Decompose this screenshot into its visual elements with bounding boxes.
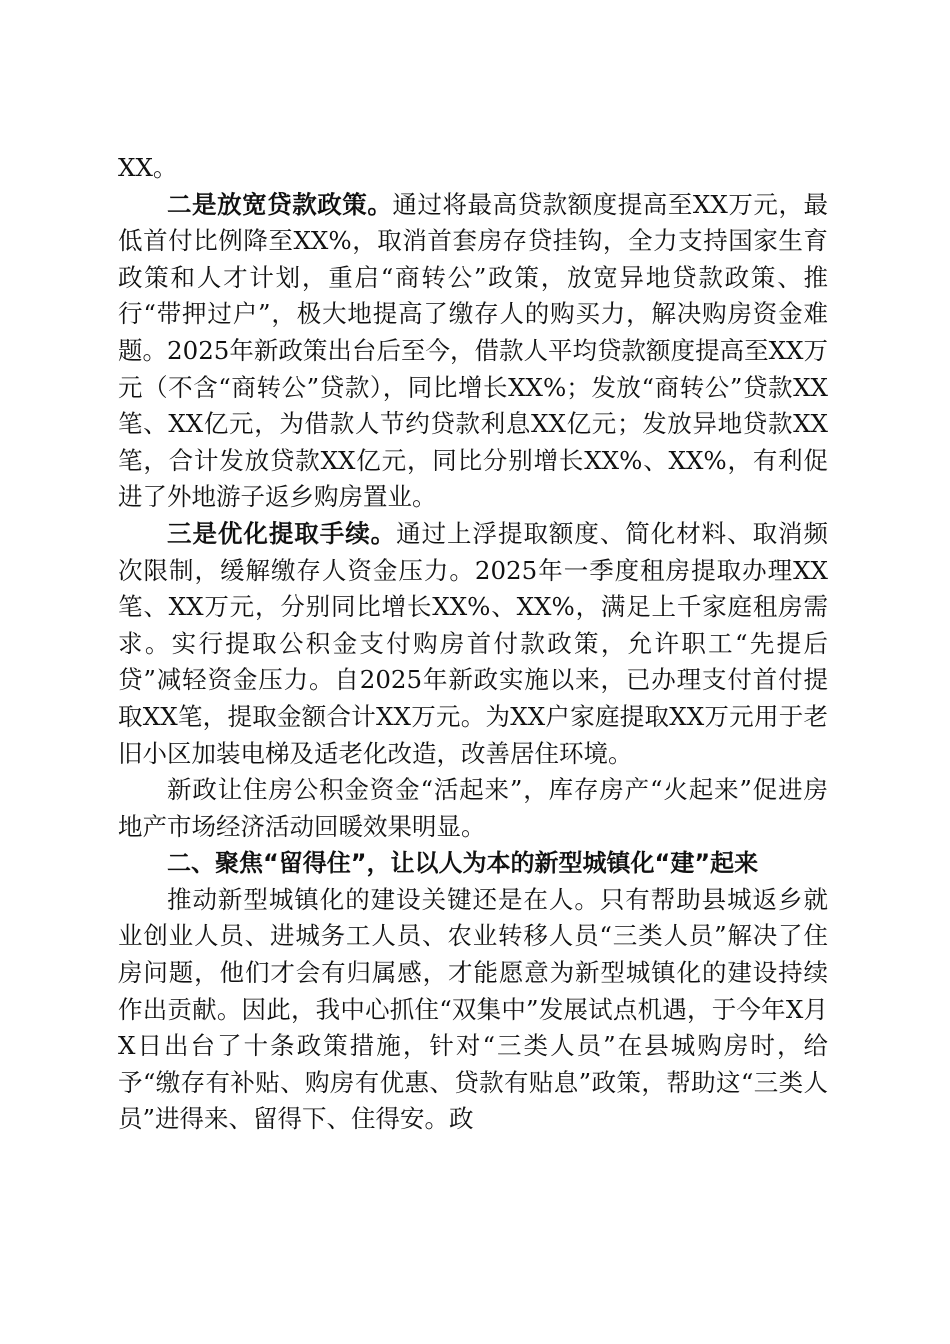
paragraph-body: 通过将最高贷款额度提高至XX万元，最低首付比例降至XX%，取消首套房存贷挂钩，全力支持国家生育政策和人才计划，重启“商转公”政策，放宽异地贷款政策、推行“带押过户”，极大地提高了缴存人的购买力，解决购房资金难题。2025年新政策出台后至今，借款人平均贷款额度提高至XX万元（不含“商转公”贷款），同比增长XX%；发放“商转公”贷款XX笔、XX亿元，为借款人节约贷款利息XX亿元；发放异地贷款XX笔，合计发放贷款XX亿元，同比分别增长XX%、XX%，有利促进了外地游子返乡购房置业。 [118,189,828,512]
paragraph-lead: 二是放宽贷款政策。 [167,189,393,219]
document-page [118,150,828,1138]
paragraph-withdrawal [118,516,828,772]
paragraph-continuation: XX。 [118,153,178,182]
paragraph-summary: 新政让住房公积金资金“活起来”，库存房产“火起来”促进房地产市场经济活动回暖效果明显。 [118,775,828,841]
paragraph-lead: 三是优化提取手续。 [167,518,397,548]
paragraph-body: 通过上浮提取额度、简化材料、取消频次限制，缓解缴存人资金压力。2025年一季度租房提取办理XX笔、XX万元，分别同比增长XX%、XX%，满足上千家庭租房需求。实行提取公积金支付购房首付款政策，允许职工“先提后贷”减轻资金压力。自2025年新政实施以来，已办理支付首付提取XX笔，提取金额合计XX万元。为XX户家庭提取XX万元用于老旧小区加装电梯及适老化改造，改善居住环境。 [118,518,828,768]
paragraph-loan-policy [118,187,828,516]
section-heading: 二、聚焦“留得住”，让以人为本的新型城镇化“建”起来 [167,849,759,878]
paragraph-urbanization: 推动新型城镇化的建设关键还是在人。只有帮助县城返乡就业创业人员、进城务工人员、农业转移人员“三类人员”解决了住房问题，他们才会有归属感，才能愿意为新型城镇化的建设持续作出贡献。因此，我中心抓住“双集中”发展试点机遇，于今年X月X日出台了十条政策措施，针对“三类人员”在县城购房时，给予“缴存有补贴、购房有优惠、贷款有贴息”政策，帮助这“三类人员”进得来、留得下、住得安。政 [118,884,828,1134]
